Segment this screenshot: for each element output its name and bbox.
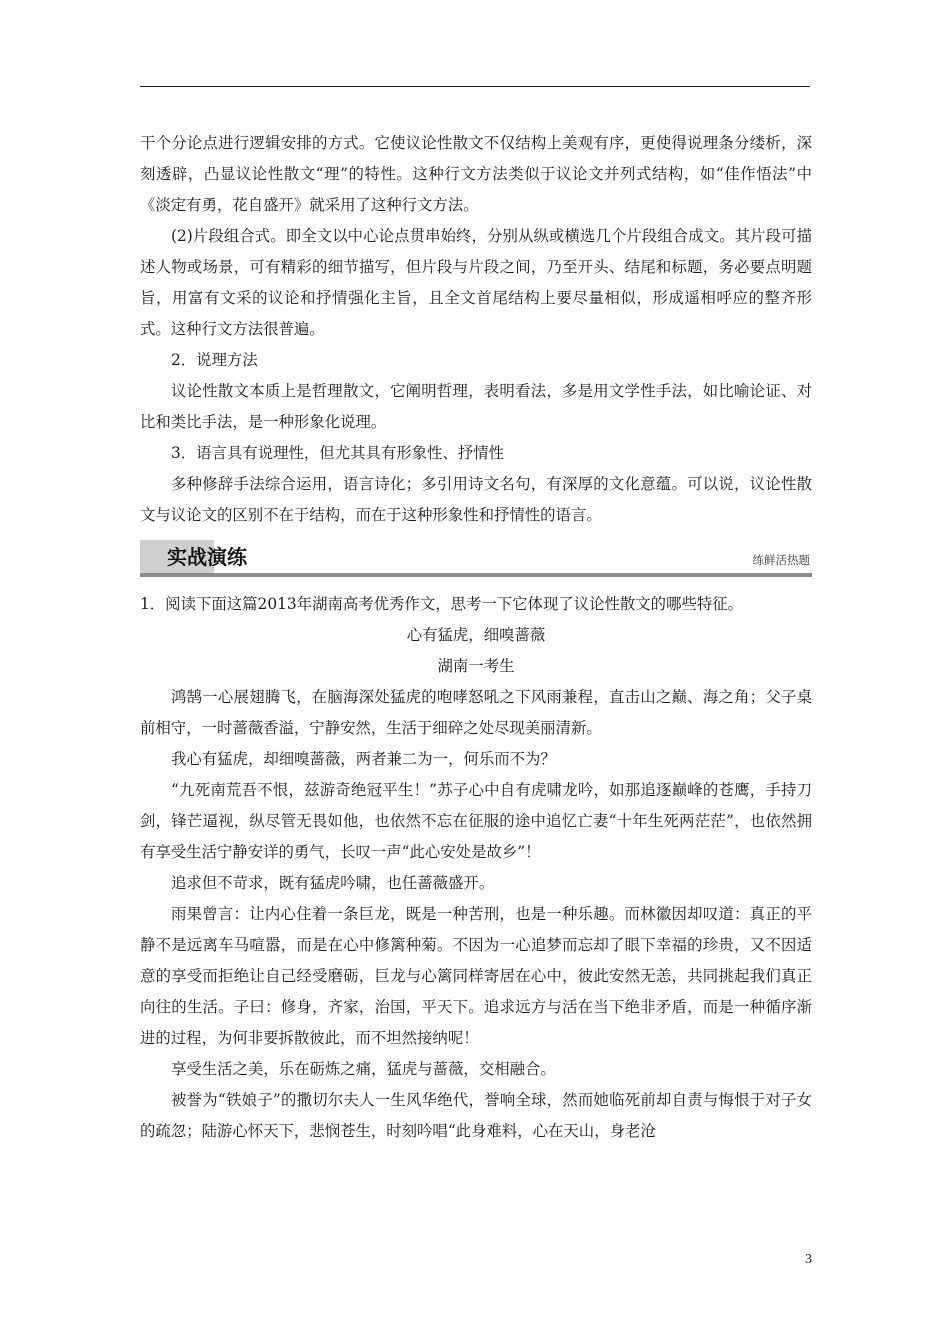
essay-author: 湖南一考生 (437, 657, 515, 675)
section-subtitle: 练鲜活热题 (752, 553, 810, 567)
header-rule (140, 86, 810, 87)
section-title: 实战演练 (167, 545, 247, 569)
essay-paragraph: “九死南荒吾不恨，兹游奇绝冠平生！”苏子心中自有虎啸龙吟，如那追逐巅峰的苍鹰，手持刀剑，锋芒逼视，纵尽管无畏如他，也依然不忘在征服的途中追忆亡妻“十年生死两茫茫”，也依然拥有享受生活宁静安详的勇气，长叹一声“此心安处是故乡”！ (140, 781, 812, 861)
page-number: 3 (805, 1252, 812, 1267)
essay-paragraph: 我心有猛虎，却细嗅蔷薇，两者兼二为一，何乐而不为？ (171, 750, 556, 768)
point-2-body: 议论性散文本质上是哲理散文，它阐明哲理，表明看法，多是用文学性手法，如比喻论证、对比和类比手法，是一种形象化说理。 (140, 382, 812, 431)
question-text: 1．阅读下面这篇2013年湖南高考优秀作文，思考一下它体现了议论性散文的哪些特征。 (140, 595, 744, 613)
intro-paragraph: 干个分论点进行逻辑安排的方式。它使议论性散文不仅结构上美观有序，更使得说理条分缕析，深刻透辟，凸显议论性散文“理”的特性。这种行文方法类似于议论文并列式结构，如“佳作悟法”中《淡定有勇，花自盛开》就采用了这种行文方法。 (140, 134, 812, 214)
essay-paragraph: 享受生活之美，乐在砺炼之痛，猛虎与蔷薇，交相融合。 (171, 1060, 556, 1078)
point-3-heading: 3．语言具有说理性，但尤其具有形象性、抒情性 (171, 444, 504, 462)
section-banner-line (140, 573, 812, 577)
page-content (140, 128, 812, 1147)
point-3-body: 多种修辞手法综合运用，语言诗化；多引用诗文名句，有深厚的文化意蕴。可以说，议论性散文与议论文的区别不在于结构，而在于这种形象性和抒情性的语言。 (140, 475, 812, 524)
section-banner (140, 539, 812, 577)
essay-title: 心有猛虎，细嗅蔷薇 (406, 626, 546, 644)
point-2-heading: 2．说理方法 (171, 351, 258, 369)
intro-paragraph: (2)片段组合式。即全文以中心论点贯串始终，分别从纵或横选几个片段组合成文。其片段可描述人物或场景，可有精彩的细节描写，但片段与片段之间，乃至开头、结尾和标题，务必要点明题旨，用富有文采的议论和抒情强化主旨，且全文首尾结构上要尽量相似，形成遥相呼应的整齐形式。这种行文方法很普遍。 (140, 227, 812, 338)
essay-paragraph: 被誉为“铁娘子”的撒切尔夫人一生风华绝代，誉响全球，然而她临死前却自责与悔恨于对子女的疏忽；陆游心怀天下，悲悯苍生，时刻吟唱“此身难料，心在天山，身老沧 (140, 1091, 812, 1140)
essay-paragraph: 鸿鹄一心展翅腾飞，在脑海深处猛虎的咆哮怒吼之下风雨兼程，直击山之巅、海之角；父子桌前相守，一时蔷薇香溢，宁静安然，生活于细碎之处尽现美丽清新。 (140, 688, 812, 737)
essay-paragraph: 追求但不苛求，既有猛虎吟啸，也任蔷薇盛开。 (171, 874, 495, 892)
essay-paragraph: 雨果曾言：让内心住着一条巨龙，既是一种苦刑，也是一种乐趣。而林徽因却叹道：真正的平静不是远离车马喧嚣，而是在心中修篱种菊。不因为一心追梦而忘却了眼下幸福的珍贵，又不因适意的享受而拒绝让自己经受磨砺，巨龙与心篱同样寄居在心中，彼此安然无恙，共同挑起我们真正向往的生活。子曰：修身，齐家，治国，平天下。追求远方与活在当下绝非矛盾，而是一种循序渐进的过程，为何非要拆散彼此，而不坦然接纳呢！ (140, 905, 812, 1047)
